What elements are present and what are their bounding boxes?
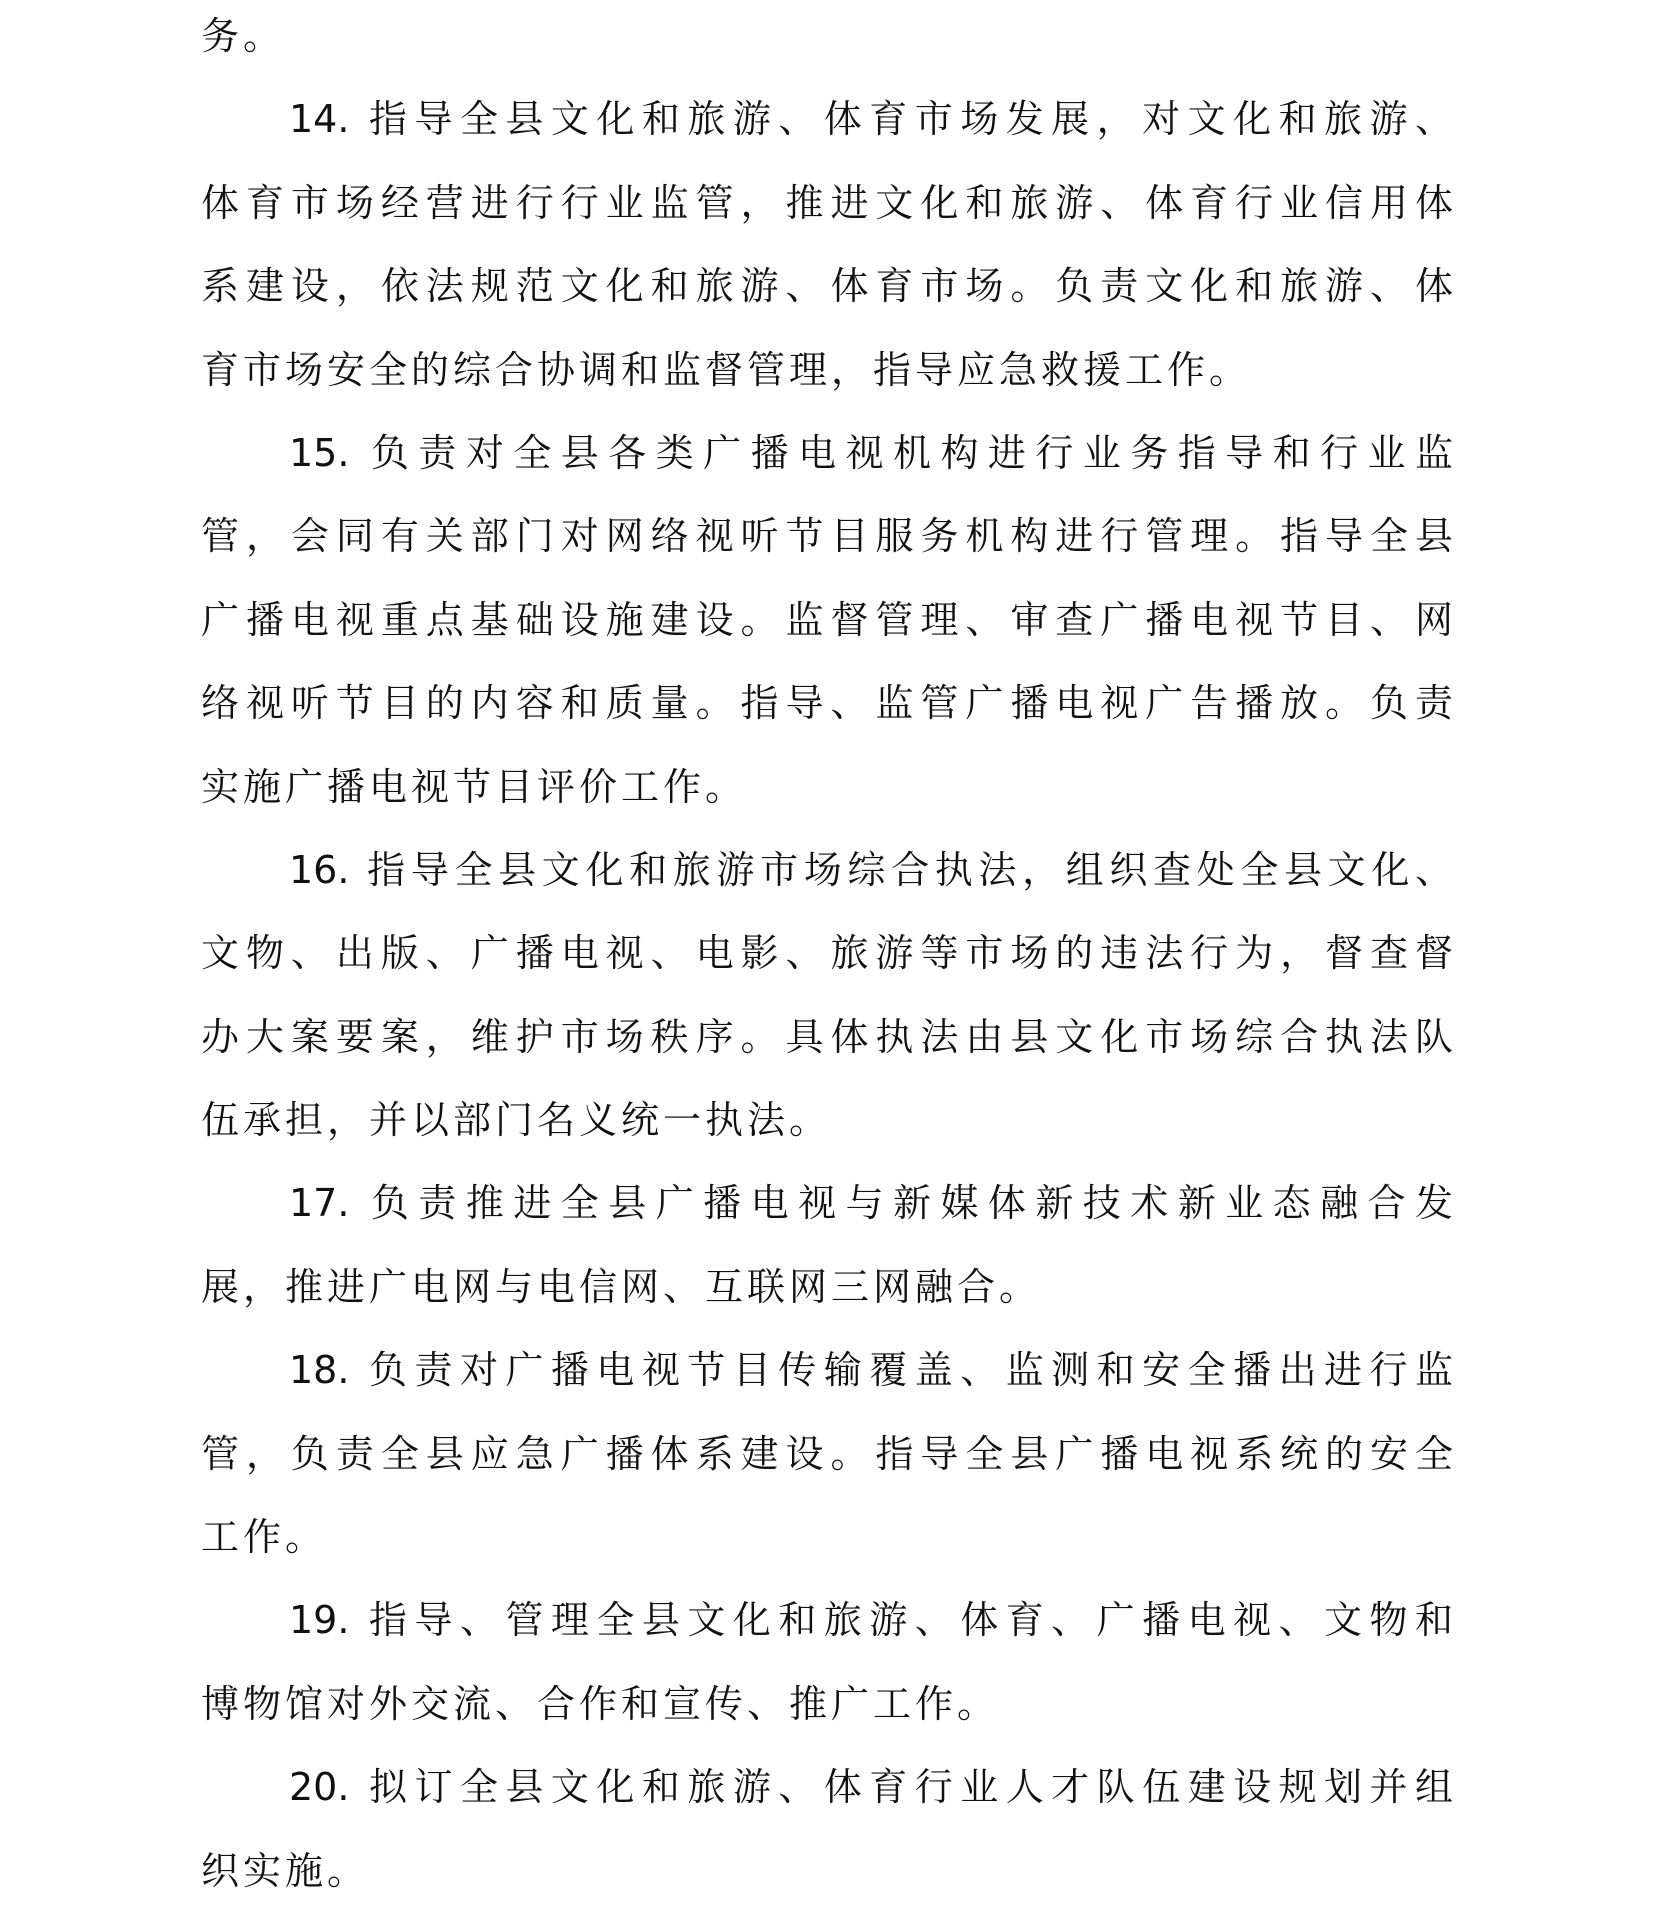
paragraph — [201, 78, 1453, 412]
text-line: 广播电视重点基础设施建设。监督管理、审查广播电视节目、网 — [201, 597, 1453, 642]
text-line: 展，推进广电网与电信网、互联网三网融合。 — [201, 1264, 1042, 1309]
text-line: 伍承担，并以部门名义统一执法。 — [201, 1098, 832, 1143]
text-line: 15. 负责对全县各类广播电视机构进行业务指导和行业监 — [289, 430, 1453, 475]
text-line: 文物、出版、广播电视、电影、旅游等市场的违法行为，督查督 — [201, 931, 1453, 976]
text-line: 织实施。 — [201, 1848, 370, 1893]
text-line: 16. 指导全县文化和旅游市场综合执法，组织查处全县文化、 — [289, 847, 1453, 892]
text-line: 络视听节目的内容和质量。指导、监管广播电视广告播放。负责 — [201, 681, 1453, 726]
paragraph — [201, 1162, 1453, 1329]
paragraph — [201, 1746, 1453, 1913]
text-line: 工作。 — [201, 1515, 328, 1560]
text-line: 育市场安全的综合协调和监督管理，指导应急救援工作。 — [201, 347, 1252, 392]
text-line: 办大案要案，维护市场秩序。具体执法由县文化市场综合执法队 — [201, 1014, 1453, 1059]
paragraph — [201, 412, 1453, 829]
text-line: 管，会同有关部门对网络视听节目服务机构进行管理。指导全县 — [201, 514, 1453, 559]
text-line: 务。 — [201, 14, 286, 58]
text-line: 管，负责全县应急广播体系建设。指导全县广播电视系统的安全 — [201, 1431, 1453, 1476]
text-line: 体育市场经营进行行业监管，推进文化和旅游、体育行业信用体 — [201, 180, 1453, 225]
paragraph — [201, 1329, 1453, 1579]
text-line: 博物馆对外交流、合作和宣传、推广工作。 — [201, 1681, 1000, 1726]
document-page — [201, 0, 1453, 1913]
text-line: 19. 指导、管理全县文化和旅游、体育、广播电视、文物和 — [289, 1598, 1453, 1643]
text-line: 系建设，依法规范文化和旅游、体育市场。负责文化和旅游、体 — [201, 264, 1453, 309]
paragraph — [201, 829, 1453, 1163]
text-line: 14. 指导全县文化和旅游、体育市场发展，对文化和旅游、 — [289, 97, 1453, 142]
paragraph — [201, 0, 1453, 78]
paragraph — [201, 1579, 1453, 1746]
text-line: 20. 拟订全县文化和旅游、体育行业人才队伍建设规划并组 — [289, 1765, 1453, 1810]
text-line: 实施广播电视节目评价工作。 — [201, 764, 748, 809]
text-line: 17. 负责推进全县广播电视与新媒体新技术新业态融合发 — [289, 1181, 1453, 1226]
text-line: 18. 负责对广播电视节目传输覆盖、监测和安全播出进行监 — [289, 1348, 1453, 1393]
